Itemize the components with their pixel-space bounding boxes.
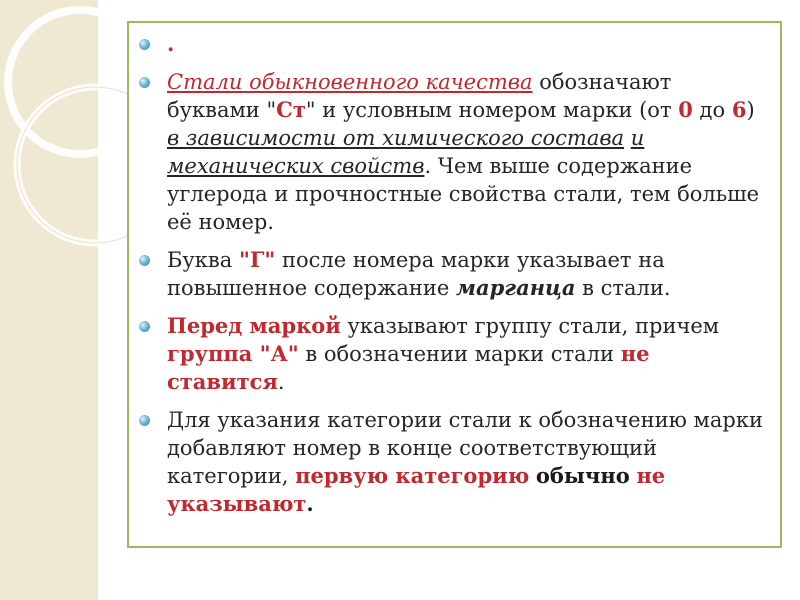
bullet-icon (139, 321, 150, 332)
bullet-icon (139, 77, 150, 88)
slide-content (137, 30, 767, 528)
item-text: Перед маркой указывают группу стали, причем группа "А" в обозначении марки стали не ставится. (167, 313, 720, 394)
item-text: Буква "Г" после номера марки указывает на повышенное содержание марганца в стали. (167, 247, 671, 300)
bullet-icon (139, 39, 150, 50)
bullet-icon (139, 255, 150, 266)
item-text: Для указания категории стали к обозначению марки добавляют номер в конце соответствующий категории, первую категорию обычно не указывают. (167, 408, 763, 516)
bullet-item (137, 68, 767, 236)
bullet-item (137, 312, 767, 396)
item-text: Стали обыкновенного качества обозначают буквами "Ст" и условным номером марки (от 0 до 6) в зависимости от химического состава и механических свойств. Чем выше содержание углерода и прочностные свойства стали, тем больше её номер. (167, 70, 760, 234)
bullet-item (137, 30, 767, 58)
bullet-item (137, 246, 767, 302)
item-text: . (167, 31, 175, 56)
bullet-icon (139, 415, 150, 426)
bullet-item (137, 406, 767, 518)
